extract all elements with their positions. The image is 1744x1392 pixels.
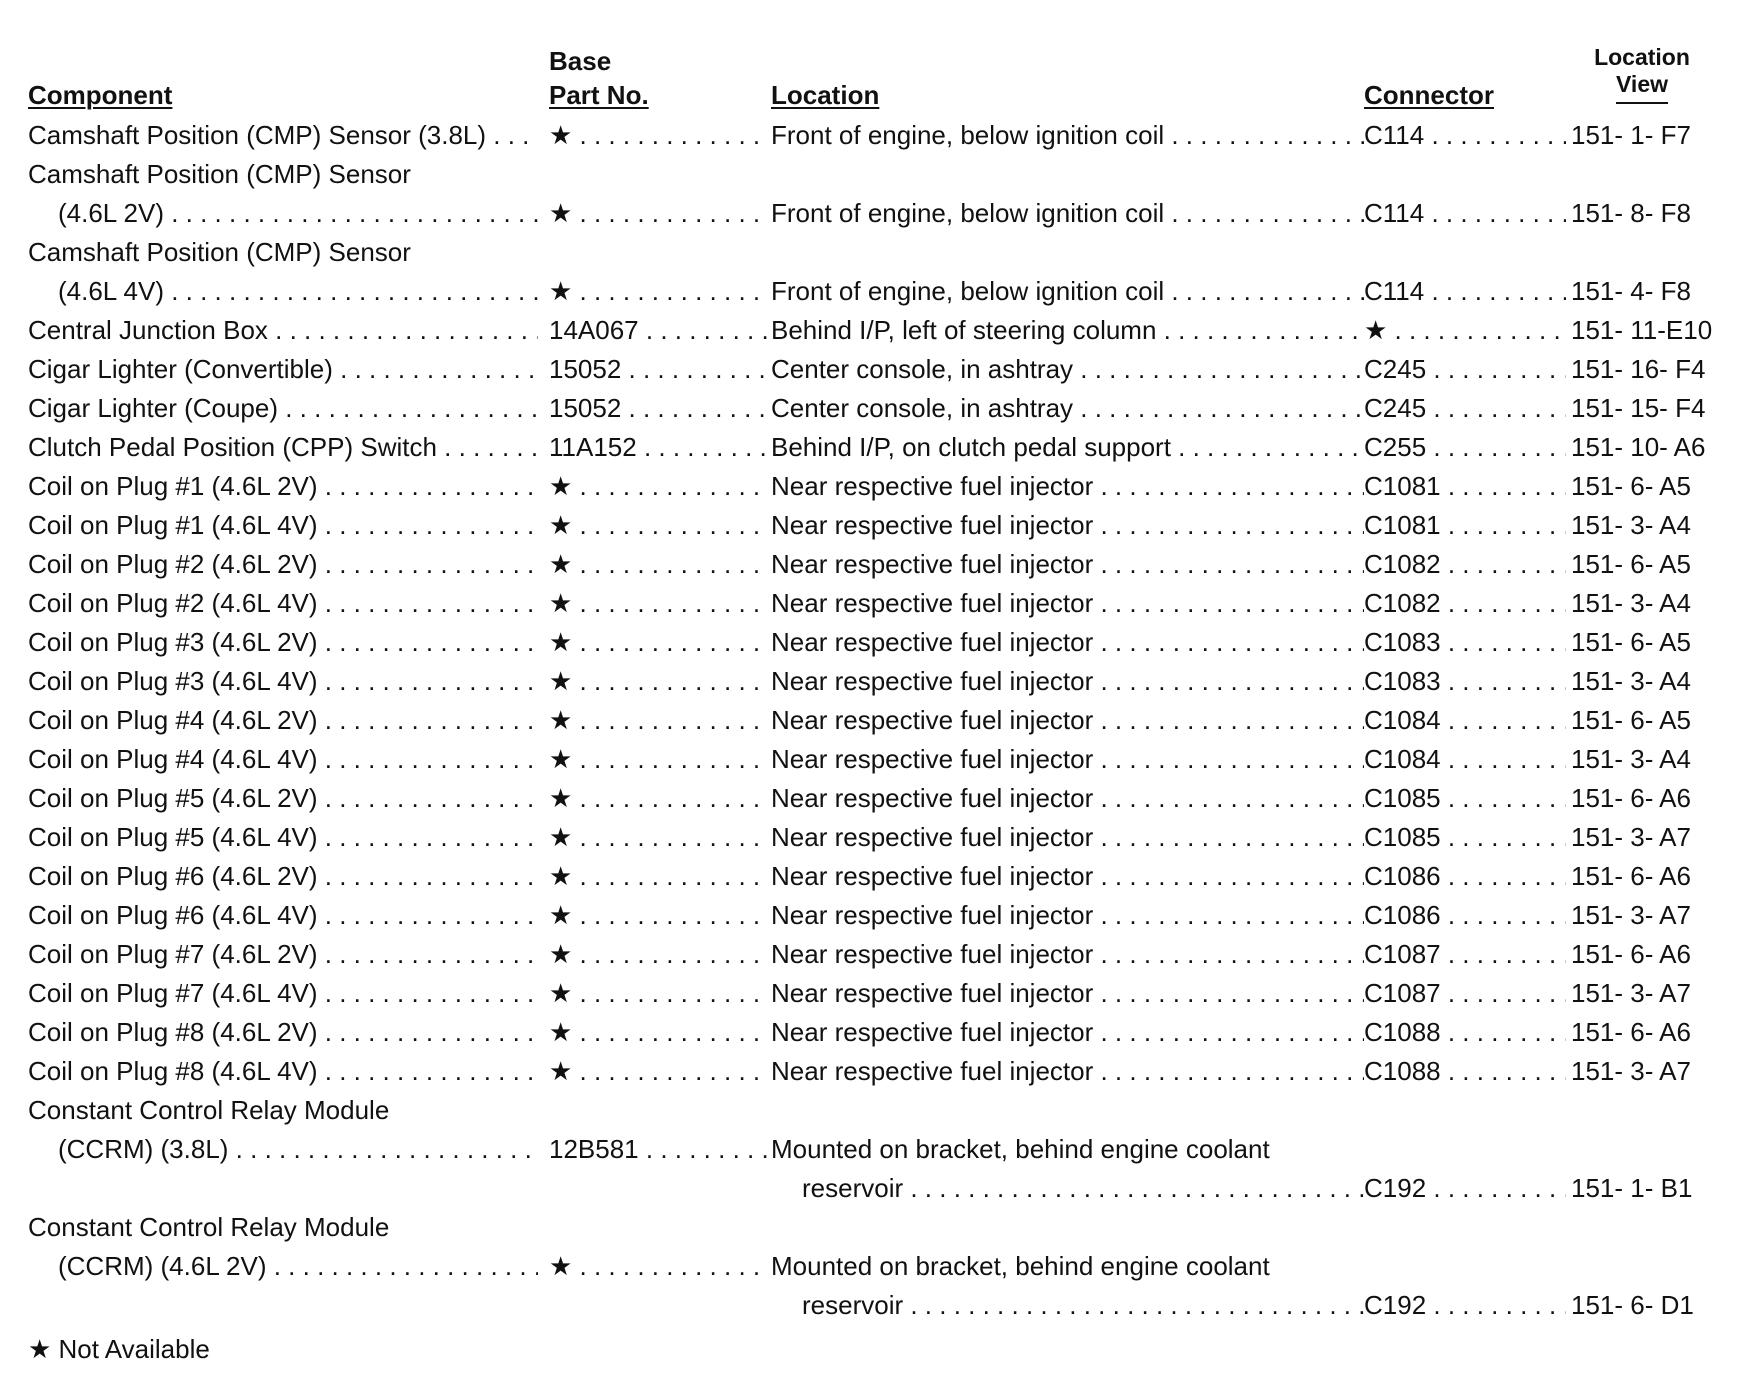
cell-part: ★ . . . bbox=[549, 545, 769, 584]
table-row bbox=[0, 818, 1744, 857]
cell-component: Cigar Lighter (Convertible) . . . bbox=[28, 350, 538, 389]
cell-part: ★ . . . bbox=[549, 272, 769, 311]
cell-view: 151- 6- A5 bbox=[1571, 705, 1691, 735]
cell-view: 151- 1- F7 bbox=[1571, 120, 1691, 150]
cell-connector: C1087 . . . bbox=[1364, 974, 1566, 1013]
table-row bbox=[0, 1208, 1744, 1247]
cell-part: 15052 . . . bbox=[549, 350, 769, 389]
cell-connector: C1086 . . . bbox=[1364, 857, 1566, 896]
cell-connector: C245 . . . bbox=[1364, 389, 1566, 428]
cell-location: reservoir . . . bbox=[802, 1169, 1364, 1208]
table-row bbox=[0, 701, 1744, 740]
header-location-view bbox=[1580, 44, 1704, 104]
cell-connector: C1082 . . . bbox=[1364, 545, 1566, 584]
table-row bbox=[0, 662, 1744, 701]
header-location-view-line2: View bbox=[1616, 71, 1668, 104]
cell-location: Near respective fuel injector . . . bbox=[771, 584, 1364, 623]
cell-location: Near respective fuel injector . . . bbox=[771, 545, 1364, 584]
cell-component: (4.6L 2V) . . . bbox=[58, 194, 538, 233]
cell-part: 15052 . . . bbox=[549, 389, 769, 428]
cell-connector: C1085 . . . bbox=[1364, 779, 1566, 818]
cell-location: Near respective fuel injector . . . bbox=[771, 935, 1364, 974]
cell-connector: C245 . . . bbox=[1364, 350, 1566, 389]
cell-part: ★ . . . bbox=[549, 974, 769, 1013]
table-row bbox=[0, 1130, 1744, 1169]
cell-view: 151- 6- A6 bbox=[1571, 939, 1691, 969]
cell-view: 151- 3- A7 bbox=[1571, 1056, 1691, 1086]
cell-connector: C192 . . . bbox=[1364, 1286, 1566, 1325]
table-row bbox=[0, 467, 1744, 506]
cell-view: 151- 3- A7 bbox=[1571, 978, 1691, 1008]
cell-location: Near respective fuel injector . . . bbox=[771, 1013, 1364, 1052]
cell-part: ★ . . . bbox=[549, 701, 769, 740]
cell-component: Coil on Plug #4 (4.6L 2V) . . . bbox=[28, 701, 538, 740]
table-row bbox=[0, 740, 1744, 779]
cell-part: ★ . . . bbox=[549, 194, 769, 233]
table-row bbox=[0, 116, 1744, 155]
cell-location: Behind I/P, on clutch pedal support . . . bbox=[771, 428, 1364, 467]
cell-view: 151- 3- A4 bbox=[1571, 510, 1691, 540]
cell-component: Coil on Plug #7 (4.6L 4V) . . . bbox=[28, 974, 538, 1013]
table-row bbox=[0, 1013, 1744, 1052]
cell-connector: C1086 . . . bbox=[1364, 896, 1566, 935]
cell-part: ★ . . . bbox=[549, 467, 769, 506]
cell-component: Coil on Plug #6 (4.6L 2V) . . . bbox=[28, 857, 538, 896]
cell-component: Coil on Plug #3 (4.6L 4V) . . . bbox=[28, 662, 538, 701]
cell-location: Front of engine, below ignition coil . . . bbox=[771, 272, 1364, 311]
table-row bbox=[0, 857, 1744, 896]
cell-part: ★ . . . bbox=[549, 818, 769, 857]
cell-component: (CCRM) (3.8L) . . . bbox=[58, 1130, 538, 1169]
cell-location: Near respective fuel injector . . . bbox=[771, 779, 1364, 818]
cell-connector: C1084 . . . bbox=[1364, 740, 1566, 779]
cell-connector: C114 . . . bbox=[1364, 116, 1566, 155]
cell-connector: C1083 . . . bbox=[1364, 623, 1566, 662]
cell-part: ★ . . . bbox=[549, 1013, 769, 1052]
cell-connector: C1087 . . . bbox=[1364, 935, 1566, 974]
cell-location: Near respective fuel injector . . . bbox=[771, 740, 1364, 779]
cell-view: 151- 6- A6 bbox=[1571, 783, 1691, 813]
cell-location: Near respective fuel injector . . . bbox=[771, 506, 1364, 545]
cell-component: Coil on Plug #1 (4.6L 4V) . . . bbox=[28, 506, 538, 545]
cell-location: Mounted on bracket, behind engine coolant bbox=[771, 1134, 1270, 1164]
cell-component: Coil on Plug #5 (4.6L 2V) . . . bbox=[28, 779, 538, 818]
cell-connector: C1088 . . . bbox=[1364, 1052, 1566, 1091]
table-row bbox=[0, 428, 1744, 467]
cell-part: ★ . . . bbox=[549, 779, 769, 818]
table-row bbox=[0, 194, 1744, 233]
cell-view: 151- 6- A5 bbox=[1571, 549, 1691, 579]
cell-connector: C192 . . . bbox=[1364, 1169, 1566, 1208]
cell-view: 151- 3- A7 bbox=[1571, 900, 1691, 930]
cell-location: Mounted on bracket, behind engine coolant bbox=[771, 1251, 1270, 1281]
cell-component: Constant Control Relay Module bbox=[28, 1212, 390, 1242]
cell-view: 151- 6- A5 bbox=[1571, 471, 1691, 501]
table-row bbox=[0, 1091, 1744, 1130]
table-row bbox=[0, 233, 1744, 272]
cell-location: Center console, in ashtray . . . bbox=[771, 350, 1364, 389]
table-row bbox=[0, 1247, 1744, 1286]
cell-component: Coil on Plug #6 (4.6L 4V) . . . bbox=[28, 896, 538, 935]
header-location-view-line1: Location bbox=[1594, 44, 1690, 70]
cell-view: 151- 15- F4 bbox=[1571, 393, 1706, 423]
cell-location: Near respective fuel injector . . . bbox=[771, 974, 1364, 1013]
cell-part: ★ . . . bbox=[549, 506, 769, 545]
cell-view: 151- 16- F4 bbox=[1571, 354, 1706, 384]
cell-part: 12B581 . . . bbox=[549, 1130, 769, 1169]
cell-component: Constant Control Relay Module bbox=[28, 1095, 390, 1125]
cell-connector: C114 . . . bbox=[1364, 194, 1566, 233]
table-row bbox=[0, 779, 1744, 818]
cell-part: ★ . . . bbox=[549, 584, 769, 623]
cell-location: Near respective fuel injector . . . bbox=[771, 701, 1364, 740]
table-row bbox=[0, 545, 1744, 584]
cell-component: (4.6L 4V) . . . bbox=[58, 272, 538, 311]
cell-component: Coil on Plug #8 (4.6L 4V) . . . bbox=[28, 1052, 538, 1091]
header-part-no: Part No. bbox=[549, 80, 649, 110]
cell-component: Cigar Lighter (Coupe) . . . bbox=[28, 389, 538, 428]
cell-view: 151- 1- B1 bbox=[1571, 1173, 1693, 1203]
table-row bbox=[0, 311, 1744, 350]
cell-view: 151- 11-E10 bbox=[1571, 315, 1713, 345]
table-row bbox=[0, 272, 1744, 311]
cell-view: 151- 10- A6 bbox=[1571, 432, 1706, 462]
table-row bbox=[0, 506, 1744, 545]
cell-view: 151- 3- A4 bbox=[1571, 666, 1691, 696]
cell-part: 11A152 . . . bbox=[549, 428, 769, 467]
cell-part: ★ . . . bbox=[549, 116, 769, 155]
header-base: Base bbox=[549, 46, 612, 76]
cell-part: ★ . . . bbox=[549, 857, 769, 896]
cell-connector: C1083 . . . bbox=[1364, 662, 1566, 701]
cell-location: Front of engine, below ignition coil . . . bbox=[771, 194, 1364, 233]
table-row bbox=[0, 1169, 1744, 1208]
table-row bbox=[0, 389, 1744, 428]
cell-part: ★ . . . bbox=[549, 896, 769, 935]
cell-connector: C1081 . . . bbox=[1364, 467, 1566, 506]
cell-view: 151- 3- A7 bbox=[1571, 822, 1691, 852]
cell-location: Front of engine, below ignition coil . . . bbox=[771, 116, 1364, 155]
cell-connector: C255 . . . bbox=[1364, 428, 1566, 467]
table-row bbox=[0, 896, 1744, 935]
table-row bbox=[0, 155, 1744, 194]
cell-component: Central Junction Box . . . bbox=[28, 311, 538, 350]
table-row bbox=[0, 935, 1744, 974]
cell-component: Coil on Plug #2 (4.6L 2V) . . . bbox=[28, 545, 538, 584]
cell-location: Near respective fuel injector . . . bbox=[771, 857, 1364, 896]
table-row bbox=[0, 1286, 1744, 1325]
cell-part: ★ . . . bbox=[549, 740, 769, 779]
cell-location: Near respective fuel injector . . . bbox=[771, 662, 1364, 701]
cell-part: ★ . . . bbox=[549, 662, 769, 701]
cell-connector: C1084 . . . bbox=[1364, 701, 1566, 740]
cell-view: 151- 4- F8 bbox=[1571, 276, 1691, 306]
cell-connector: C1088 . . . bbox=[1364, 1013, 1566, 1052]
cell-view: 151- 3- A4 bbox=[1571, 744, 1691, 774]
cell-connector: C1085 . . . bbox=[1364, 818, 1566, 857]
cell-location: reservoir . . . bbox=[802, 1286, 1364, 1325]
cell-component: Coil on Plug #2 (4.6L 4V) . . . bbox=[28, 584, 538, 623]
header-component: Component bbox=[28, 80, 173, 110]
table-row bbox=[0, 623, 1744, 662]
cell-connector: C1081 . . . bbox=[1364, 506, 1566, 545]
cell-component: Camshaft Position (CMP) Sensor bbox=[28, 159, 411, 189]
cell-part: ★ . . . bbox=[549, 935, 769, 974]
cell-view: 151- 6- A6 bbox=[1571, 1017, 1691, 1047]
cell-part: 14A067 . . . bbox=[549, 311, 769, 350]
table-row bbox=[0, 584, 1744, 623]
cell-view: 151- 6- A6 bbox=[1571, 861, 1691, 891]
cell-part: ★ . . . bbox=[549, 1247, 769, 1286]
cell-connector: C1082 . . . bbox=[1364, 584, 1566, 623]
cell-component: Coil on Plug #4 (4.6L 4V) . . . bbox=[28, 740, 538, 779]
cell-location: Behind I/P, left of steering column . . . bbox=[771, 311, 1364, 350]
cell-component: Coil on Plug #1 (4.6L 2V) . . . bbox=[28, 467, 538, 506]
cell-component: Camshaft Position (CMP) Sensor bbox=[28, 237, 411, 267]
table-row bbox=[0, 974, 1744, 1013]
table-row bbox=[0, 1052, 1744, 1091]
cell-location: Near respective fuel injector . . . bbox=[771, 818, 1364, 857]
cell-part: ★ . . . bbox=[549, 1052, 769, 1091]
cell-component: Coil on Plug #3 (4.6L 2V) . . . bbox=[28, 623, 538, 662]
table-row bbox=[0, 350, 1744, 389]
header-location: Location bbox=[771, 80, 880, 110]
cell-view: 151- 6- D1 bbox=[1571, 1290, 1694, 1320]
cell-location: Near respective fuel injector . . . bbox=[771, 623, 1364, 662]
cell-part: ★ . . . bbox=[549, 623, 769, 662]
cell-component: Clutch Pedal Position (CPP) Switch . . . bbox=[28, 428, 538, 467]
cell-component: Coil on Plug #7 (4.6L 2V) . . . bbox=[28, 935, 538, 974]
cell-connector: C114 . . . bbox=[1364, 272, 1566, 311]
cell-component: (CCRM) (4.6L 2V) . . . bbox=[58, 1247, 538, 1286]
cell-location: Near respective fuel injector . . . bbox=[771, 467, 1364, 506]
cell-view: 151- 6- A5 bbox=[1571, 627, 1691, 657]
cell-component: Coil on Plug #8 (4.6L 2V) . . . bbox=[28, 1013, 538, 1052]
cell-component: Coil on Plug #5 (4.6L 4V) . . . bbox=[28, 818, 538, 857]
cell-location: Center console, in ashtray . . . bbox=[771, 389, 1364, 428]
cell-connector: ★ . . . bbox=[1364, 311, 1566, 350]
footnote: ★ Not Available bbox=[28, 1334, 210, 1364]
cell-view: 151- 3- A4 bbox=[1571, 588, 1691, 618]
cell-location: Near respective fuel injector . . . bbox=[771, 896, 1364, 935]
header-connector: Connector bbox=[1364, 80, 1494, 110]
cell-location: Near respective fuel injector . . . bbox=[771, 1052, 1364, 1091]
cell-component: Camshaft Position (CMP) Sensor (3.8L) . . . bbox=[28, 116, 538, 155]
cell-view: 151- 8- F8 bbox=[1571, 198, 1691, 228]
